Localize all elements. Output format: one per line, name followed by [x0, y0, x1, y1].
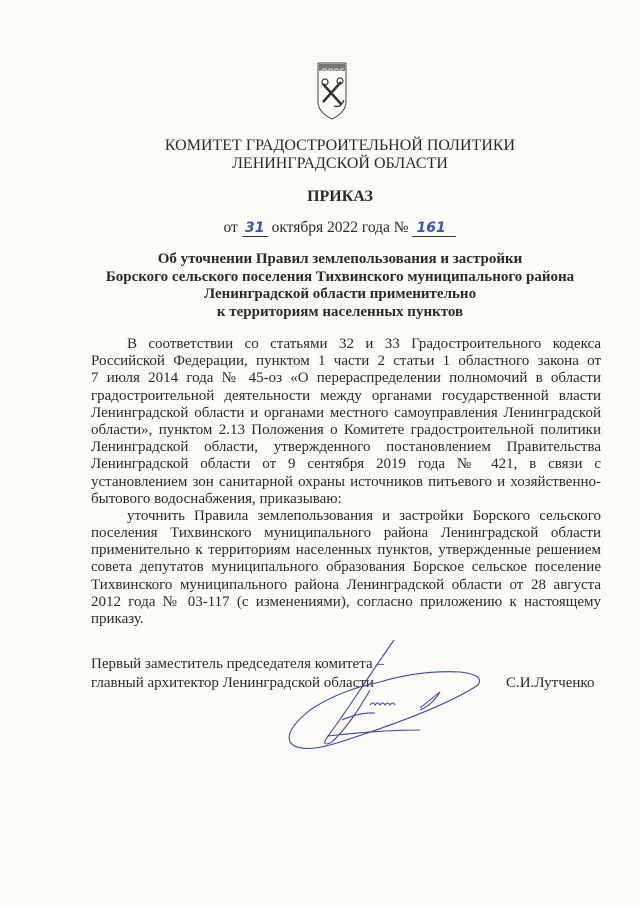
body-line: установлением зон санитарной охраны источников питьевого и хозяйственно- — [91, 473, 601, 490]
body-line: В соответствии со статьями 32 и 33 Градостроительного кодекса — [127, 336, 601, 352]
body-line: приказу. — [91, 611, 144, 627]
body-line: поселения Тихвинского муниципального района Ленинградской области — [91, 525, 601, 542]
body-line: уточнить Правила землепользования и застройки Борского сельского — [127, 507, 601, 524]
body-line: бытового водоснабжения, приказываю: — [91, 490, 342, 507]
body-line: градостроительной деятельности между органами государственной власти — [91, 387, 601, 404]
position-line-2: главный архитектор Ленинградской области — [91, 675, 374, 691]
date-prefix: от — [223, 219, 238, 236]
subject-line: Борского сельского поселения Тихвинского муниципального района — [105, 268, 575, 285]
handwritten-signature — [280, 630, 500, 760]
coat-of-arms-emblem — [317, 62, 347, 120]
body-line: применительно к территориям населенных пунктов, утвержденные решением — [91, 542, 601, 559]
signatory-name: С.И.Лутченко — [506, 675, 595, 691]
date-day-handwritten: 31 — [242, 220, 268, 237]
body-line: Ленинградской области и органами местного самоуправления Ленинградской — [91, 404, 601, 421]
body-line: Российской Федерации, пунктом 1 части 2 статьи 1 областного закона от — [91, 353, 601, 370]
body-line: Ленинградской области от 9 сентября 2019 года № 421, в связи с — [91, 456, 601, 473]
org-line-2: ЛЕНИНГРАДСКОЙ ОБЛАСТИ — [232, 155, 448, 172]
body-line: 2012 года № 03-117 (с изменениями), согласно приложению к настоящему — [91, 593, 601, 610]
body-line: 7 июля 2014 года № 45-оз «О перераспределении полномочий в области — [91, 370, 601, 387]
order-date-line — [0, 219, 640, 237]
org-line-1: КОМИТЕТ ГРАДОСТРОИТЕЛЬНОЙ ПОЛИТИКИ — [164, 137, 516, 154]
subject-line: Ленинградской области применительно — [203, 286, 477, 303]
body-line: Ленинградской области, утвержденного постановлением Правительства — [91, 439, 601, 456]
body-line: Тихвинского муниципального района Ленинградской области от 28 августа — [91, 576, 601, 593]
order-body — [91, 336, 601, 628]
body-line: области», пунктом 2.13 Положения о Комитете градостроительной политики — [91, 421, 601, 438]
position-line-1: Первый заместитель председателя комитета – — [91, 656, 384, 672]
organization-name — [0, 137, 640, 173]
date-rest: октября 2022 года № — [271, 219, 409, 236]
subject-line: Об уточнении Правил землепользования и застройки — [157, 251, 523, 267]
body-line: совета депутатов муниципального образования Борское сельское поселение — [91, 559, 601, 576]
order-number-handwritten: 161 — [412, 220, 456, 237]
subject-line: к территориям населенных пунктов — [216, 304, 464, 321]
document-type: ПРИКАЗ — [307, 188, 373, 205]
order-subject — [0, 251, 640, 322]
